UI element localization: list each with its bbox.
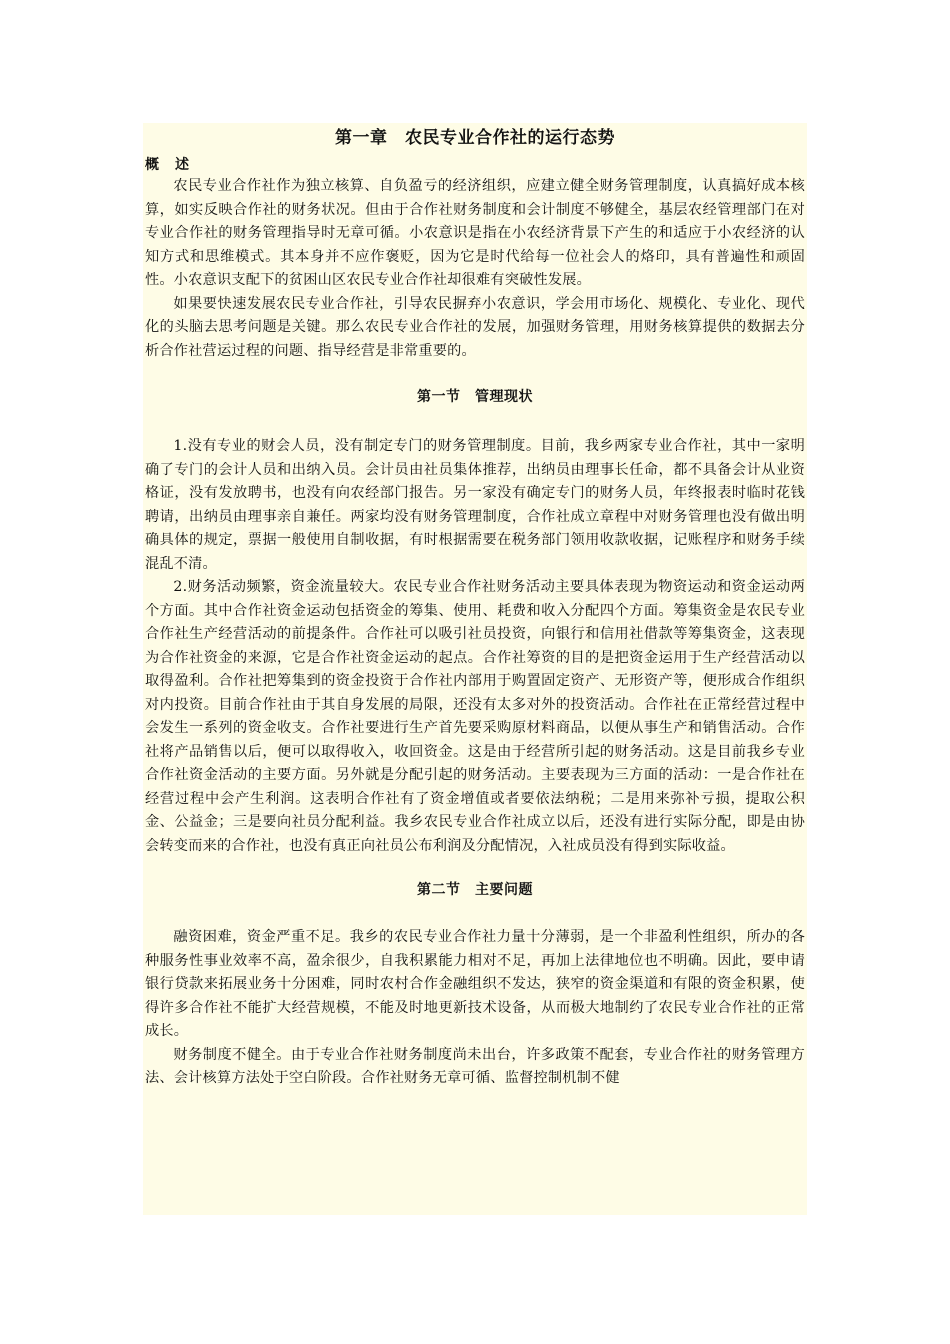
section-1-paragraph-2: 2.财务活动频繁，资金流量较大。农民专业合作社财务活动主要具体表现为物资运动和资金运动两个方面。其中合作社资金运动包括资金的筹集、使用、耗费和收入分配四个方面。筹集资金是农民专业合作社生产经营活动的前提条件。合作社可以吸引社员投资，向银行和信用社借款等筹集资金，这表现为合作社资金的来源，它是合作社资金运动的起点。合作社筹资的目的是把资金运用于生产经营活动以取得盈利。合作社把筹集到的资金投资于合作社内部用于购置固定资产、无形资产等，便形成合作组织对内投资。目前合作社由于其自身发展的局限，还没有太多对外的投资活动。合作社在正常经营过程中会发生一系列的资金收支。合作社要进行生产首先要采购原材料商品，以便从事生产和销售活动。合作社将产品销售以后，便可以取得收入，收回资金。这是由于经营所引起的财务活动。这是目前我乡专业合作社资金活动的主要方面。另外就是分配引起的财务活动。主要表现为三方面的活动：一是合作社在经营过程中会产生利润。这表明合作社有了资金增值或者要依法纳税；二是用来弥补亏损，提取公积金、公益金；三是要向社员分配利益。我乡农民专业合作社成立以后，还没有进行实际分配，即是由协会转变而来的合作社，也没有真正向社员公布利润及分配情况，入社成员没有得到实际收益。 <box>145 579 805 854</box>
overview-paragraph-2: 如果要快速发展农民专业合作社，引导农民摒弃小农意识，学会用市场化、规模化、专业化、现代化的头脑去思考问题是关键。那么农民专业合作社的发展，加强财务管理，用财务核算提供的数据去分析合作社营运过程的问题、指导经营是非常重要的。 <box>145 295 805 359</box>
section-1-title: 第一节 管理现状 <box>417 389 533 405</box>
section-2-paragraph-2: 财务制度不健全。由于专业合作社财务制度尚未出台，许多政策不配套，专业合作社的财务管理方法、会计核算方法处于空白阶段。合作社财务无章可循、监督控制机制不健 <box>145 1046 805 1086</box>
section-2-title: 第二节 主要问题 <box>417 882 533 898</box>
chapter-title: 第一章 农民专业合作社的运行态势 <box>335 128 615 148</box>
section-2-paragraph-1: 融资困难，资金严重不足。我乡的农民专业合作社力量十分薄弱，是一个非盈利性组织，所办的各种服务性事业效率不高，盈余很少，自我积累能力相对不足，再加上法律地位也不明确。因此，要申请银行贷款来拓展业务十分困难，同时农村合作金融组织不发达，狭窄的资金渠道和有限的资金积累，使得许多合作社不能扩大经营规模，不能及时地更新技术设备，从而极大地制约了农民专业合作社的正常成长。 <box>145 929 805 1039</box>
section-1-paragraph-1: 1.没有专业的财会人员，没有制定专门的财务管理制度。目前，我乡两家专业合作社，其中一家明确了专门的会计人员和出纳入员。会计员由社员集体推荐，出纳员由理事长任命，都不具备会计从业资格证，没有发放聘书，也没有向农经部门报告。另一家没有确定专门的财务人员，年终报表时临时花钱聘请，出纳员由理事亲自兼任。两家均没有财务管理制度，合作社成立章程中对财务管理也没有做出明确具体的规定，票据一般使用自制收据，有时根据需要在税务部门领用收款收据，记账程序和财务手续混乱不清。 <box>145 438 805 572</box>
document-page <box>143 123 807 1215</box>
overview-paragraph-1: 农民专业合作社作为独立核算、自负盈亏的经济组织，应建立健全财务管理制度，认真搞好成本核算，如实反映合作社的财务状况。但由于合作社财务制度和会计制度不够健全，基层农经管理部门在对专业合作社的财务管理指导时无章可循。小农意识是指在小农经济背景下产生的和适应于小农经济的认知方式和思维模式。其本身并不应作褒贬，因为它是时代给每一位社会人的烙印，具有普遍性和顽固性。小农意识支配下的贫困山区农民专业合作社却很难有突破性发展。 <box>145 178 805 288</box>
overview-heading: 概 述 <box>145 157 190 173</box>
